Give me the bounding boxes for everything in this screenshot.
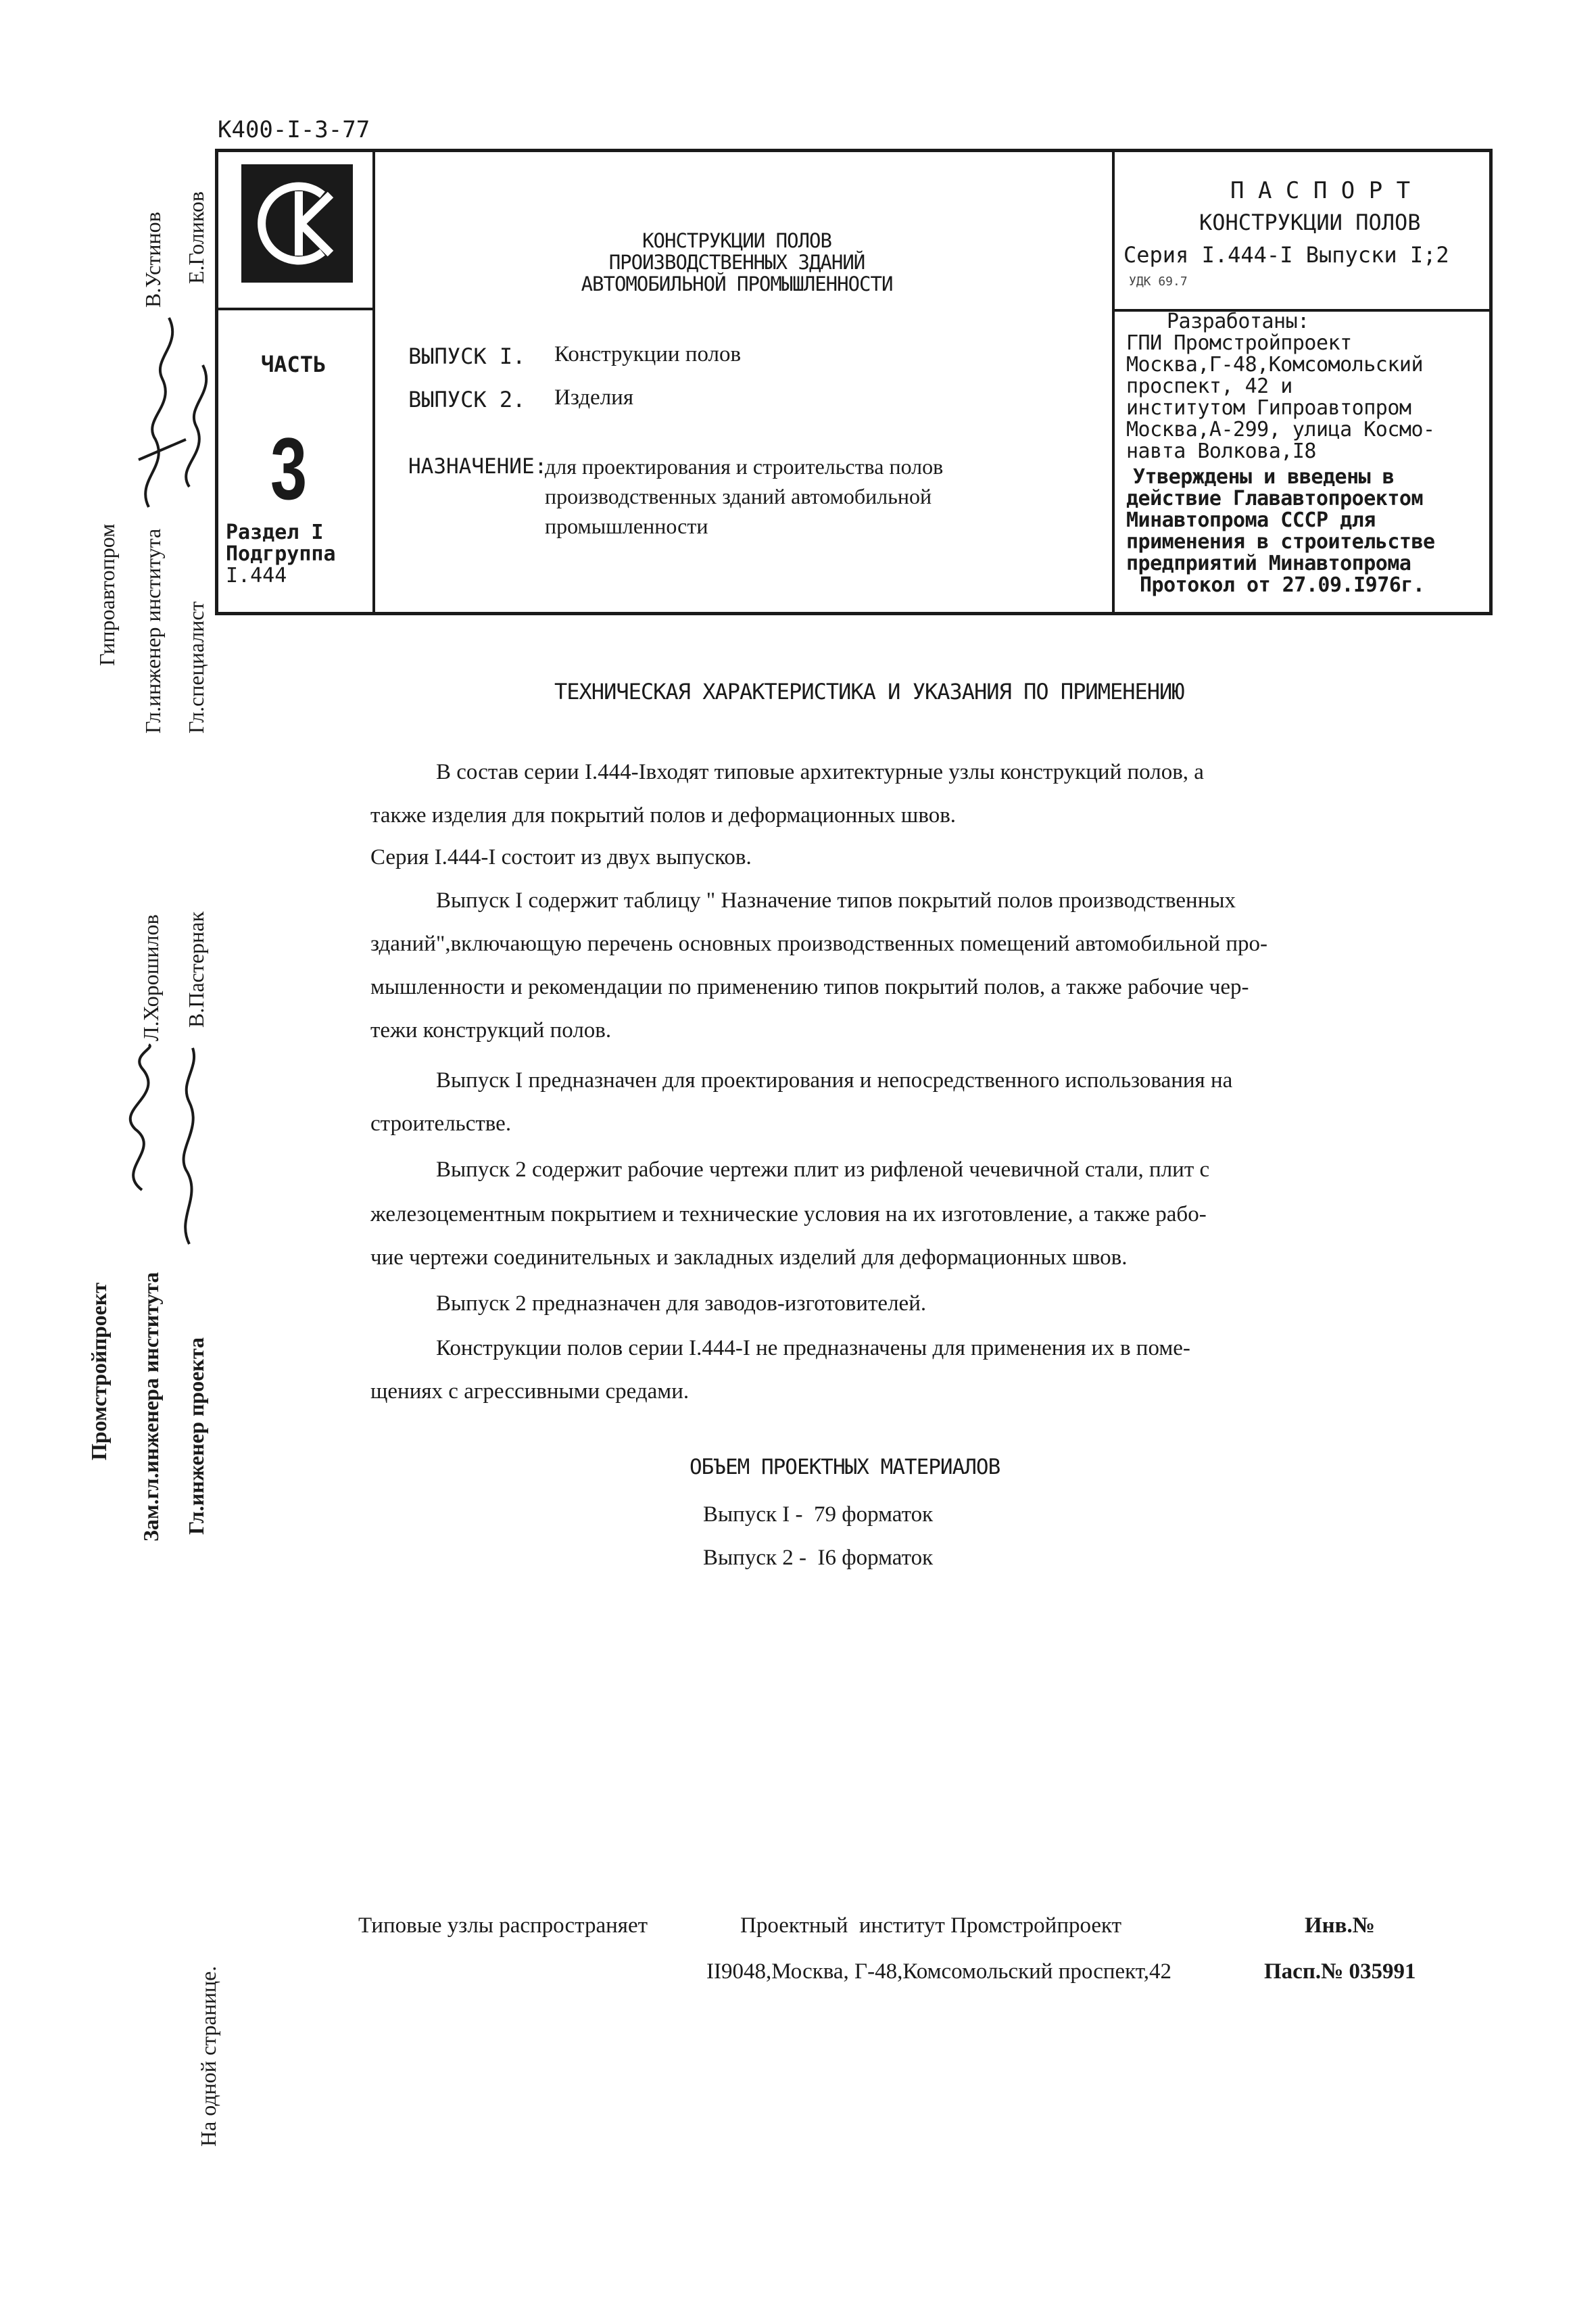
approved-line: действие Глававтопроектом (1126, 487, 1424, 510)
margin-deputy-label: Зам.гл.инженера института (139, 1272, 163, 1542)
body-line: также изделия для покрытий полов и деформационных швов. (370, 803, 957, 828)
logo-sk-icon (241, 164, 353, 283)
volume-row-2: Выпуск 2 - I6 форматок (703, 1546, 934, 1570)
margin-org-promstroyproekt: Промстройпроект (87, 1282, 111, 1460)
issue-2-label: ВЫПУСК 2. (408, 387, 526, 412)
passport-series: Серия I.444-I Выпуски I;2 (1123, 242, 1449, 268)
header-title-line: АВТОМОБИЛЬНОЙ ПРОМЫШЛЕННОСТИ (581, 272, 893, 295)
approved-line: Протокол от 27.09.I976г. (1140, 573, 1425, 597)
developed-line: Разработаны: (1167, 310, 1309, 333)
margin-deputy-name: Л.Хорошилов (139, 914, 163, 1041)
body-line: железоцементным покрытием и технические условия на их изготовление, а также рабо- (370, 1202, 1207, 1226)
body-line: В состав серии I.444-Iвходят типовые архитектурные узлы конструкций полов, а (436, 760, 1204, 784)
margin-project-engineer-name: В.Пастернак (184, 911, 208, 1028)
footer-distributor-label: Типовые узлы распространяет (358, 1913, 648, 1938)
issue-1-label: ВЫПУСК I. (408, 343, 526, 369)
margin-org-giproavtoprom: Гипроавтопром (95, 523, 119, 666)
approved-line: Минавтопрома СССР для (1126, 508, 1376, 532)
developed-block (1126, 311, 1435, 596)
body-line: щениях с агрессивными средами. (370, 1379, 690, 1404)
body-line: мышленности и рекомендации по применению типов покрытий полов, а также рабочие чер- (370, 975, 1249, 999)
purpose-text (545, 452, 943, 541)
body-line: тежи конструкций полов. (370, 1018, 612, 1043)
part-number: 3 (270, 419, 308, 518)
section-block (226, 522, 336, 587)
passport-udk: УДК 69.7 (1129, 275, 1188, 289)
section-heading: ТЕХНИЧЕСКАЯ ХАРАКТЕРИСТИКА И УКАЗАНИЯ ПО ПРИМЕНЕНИЮ (554, 679, 1184, 705)
margin-chief-engineer-name: В.Устинов (141, 212, 165, 308)
approved-line: предприятий Минавтопрома (1126, 552, 1411, 575)
body-line: Конструкции полов серии I.444-I не предназначены для применения их в поме- (436, 1336, 1190, 1360)
volume-heading: ОБЪЕМ ПРОЕКТНЫХ МАТЕРИАЛОВ (690, 1455, 1000, 1479)
developed-line: Москва,А-299, улица Космо- (1126, 418, 1435, 441)
body-line: Выпуск 2 содержит рабочие чертежи плит из рифленой чечевичной стали, плит с (436, 1158, 1210, 1182)
header-title-line: ПРОИЗВОДСТВЕННЫХ ЗДАНИЙ (608, 251, 865, 274)
logo-sk (241, 164, 353, 283)
volume-row-1: Выпуск I - 79 форматок (703, 1502, 934, 1527)
body-line: Выпуск 2 предназначен для заводов-изготовителей. (436, 1291, 927, 1316)
document-code: К400-I-3-77 (218, 116, 370, 143)
issue-1-text: Конструкции полов (554, 342, 742, 366)
developed-line: ГПИ Промстройпроект (1126, 331, 1352, 355)
developed-line: проспект, 42 и (1126, 375, 1292, 398)
margin-one-page-note: На одной странице. (196, 1965, 220, 2147)
footer-institute: Проектный институт Промстройпроект (740, 1913, 1122, 1938)
body-line: Выпуск I предназначен для проектирования и непосредственного использования на (436, 1068, 1233, 1093)
header-title (379, 230, 1095, 295)
section-line: Подгруппа (226, 542, 336, 566)
purpose-line: производственных зданий автомобильной (545, 484, 932, 508)
margin-specialist-name: Е.Голиков (184, 191, 208, 284)
issue-2-text: Изделия (554, 385, 634, 410)
body-line: чие чертежи соединительных и закладных изделий для деформационных швов. (370, 1245, 1128, 1270)
purpose-line: промышленности (545, 514, 708, 538)
body-line: Серия I.444-I состоит из двух выпусков. (370, 845, 752, 869)
footer-address: II9048,Москва, Г-48,Комсомольский проспект,42 (706, 1959, 1171, 1984)
margin-project-engineer-label: Гл.инженер проекта (184, 1337, 208, 1535)
header-title-line: КОНСТРУКЦИИ ПОЛОВ (642, 229, 831, 252)
section-line: Раздел I (226, 521, 324, 544)
purpose-line: для проектирования и строительства полов (545, 454, 944, 479)
signature-pasternak (169, 1041, 210, 1258)
developed-line: навта Волкова,I8 (1126, 439, 1316, 463)
part-label: ЧАСТЬ (261, 352, 327, 377)
purpose-label: НАЗНАЧЕНИЕ: (408, 454, 548, 479)
margin-chief-engineer-label: Гл.инженер института (141, 528, 165, 734)
approved-line: Утверждены и введены в (1133, 465, 1395, 489)
developed-line: институтом Гипроавтопром (1126, 396, 1411, 420)
footer-passport-no: Пасп.№ 035991 (1264, 1959, 1416, 1984)
passport-subtitle: КОНСТРУКЦИИ ПОЛОВ (1199, 210, 1421, 235)
body-line: Выпуск I содержит таблицу " Назначение типов покрытий полов производственных (436, 888, 1236, 913)
footer-inventory-no: Инв.№ (1305, 1913, 1375, 1938)
signature-khoroshilov (101, 1041, 176, 1203)
margin-specialist-label: Гл.специалист (184, 601, 208, 734)
developed-line: Москва,Г-48,Комсомольский (1126, 353, 1424, 377)
body-line: зданий",включающую перечень основных производственных помещений автомобильной про- (370, 932, 1267, 956)
passport-title: П А С П О Р Т (1230, 177, 1411, 204)
body-line: строительстве. (370, 1112, 512, 1136)
approved-line: применения в строительстве (1126, 530, 1435, 554)
section-line: I.444 (226, 564, 287, 588)
